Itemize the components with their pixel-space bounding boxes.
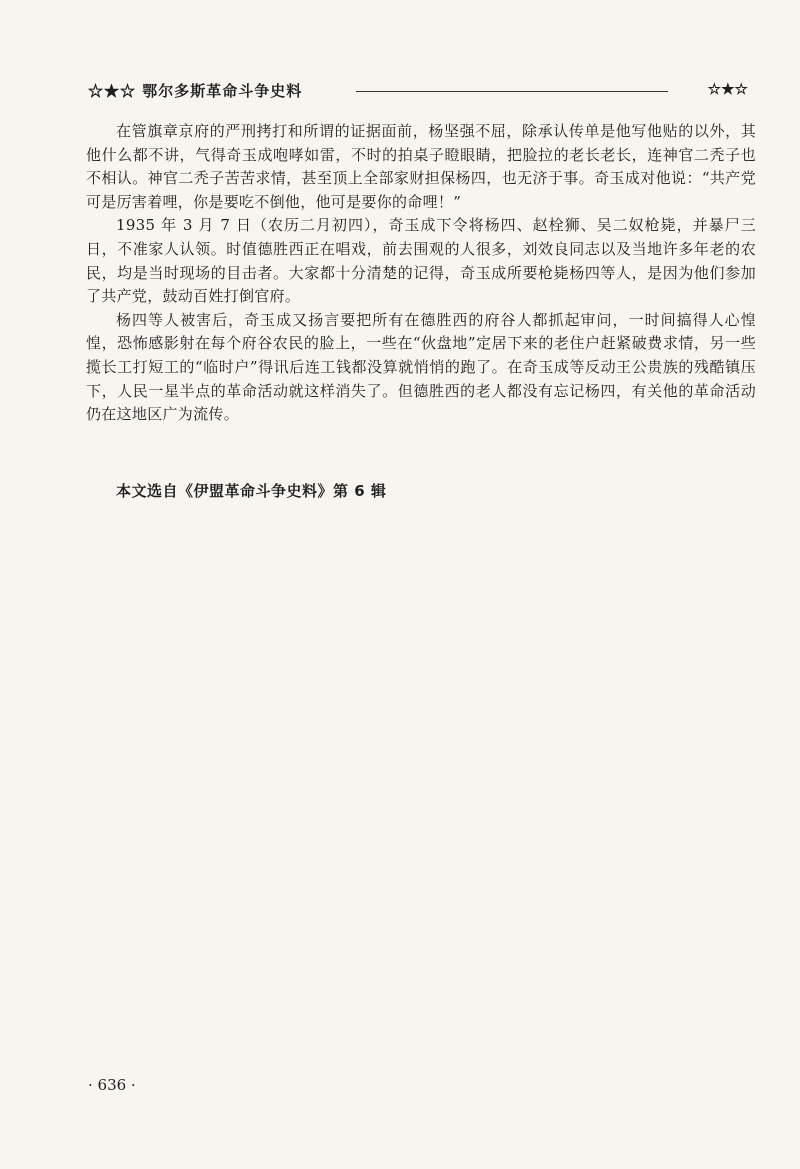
header-stars-ornament: ☆★☆ [707,80,748,98]
header-title: ☆★☆ 鄂尔多斯革命斗争史料 [88,82,303,100]
paragraph-2: 1935 年 3 月 7 日（农历二月初四），奇玉成下令将杨四、赵栓狮、吴二奴枪毙，并暴尸三日，不准家人认领。时值德胜西正在唱戏，前去围观的人很多，刘效良同志以及当地许多年老的农民，均是当时现场的目击者。大家都十分清楚的记得，奇玉成所要枪毙杨四等人，是因为他们参加了共产党，鼓动百姓打倒官府。 [86,216,756,306]
paragraph-3: 杨四等人被害后，奇玉成又扬言要把所有在德胜西的府谷人都抓起审问，一时间搞得人心惶惶，恐怖感影射在每个府谷农民的脸上，一些在“伙盘地”定居下来的老住户赶紧破费求情，另一些揽长工打短工的“临时户”得讯后连工钱都没算就悄悄的跑了。在奇玉成等反动王公贵族的残酷镇压下，人民一星半点的革命活动就这样消失了。但德胜西的老人都没有忘记杨四，有关他的革命活动仍在这地区广为流传。 [86,310,756,424]
page-number: · 636 · [88,1076,136,1094]
header-rule [356,91,668,92]
running-header [88,80,748,104]
paragraph-1: 在管旗章京府的严刑拷打和所谓的证据面前，杨坚强不屈，除承认传单是他写他贴的以外，其他什么都不讲，气得奇玉成咆哮如雷，不时的拍桌子瞪眼睛，把脸拉的老长老长，连神官二秃子也不相认。神官二秃子苦苦求情，甚至顶上全部家财担保杨四，也无济于事。奇玉成对他说：“共产党可是厉害着哩，你是要吃不倒他，他可是要你的命哩！” [86,122,756,211]
source-note: 本文选自《伊盟革命斗争史料》第 6 辑 [116,482,387,500]
article-body [86,120,756,427]
